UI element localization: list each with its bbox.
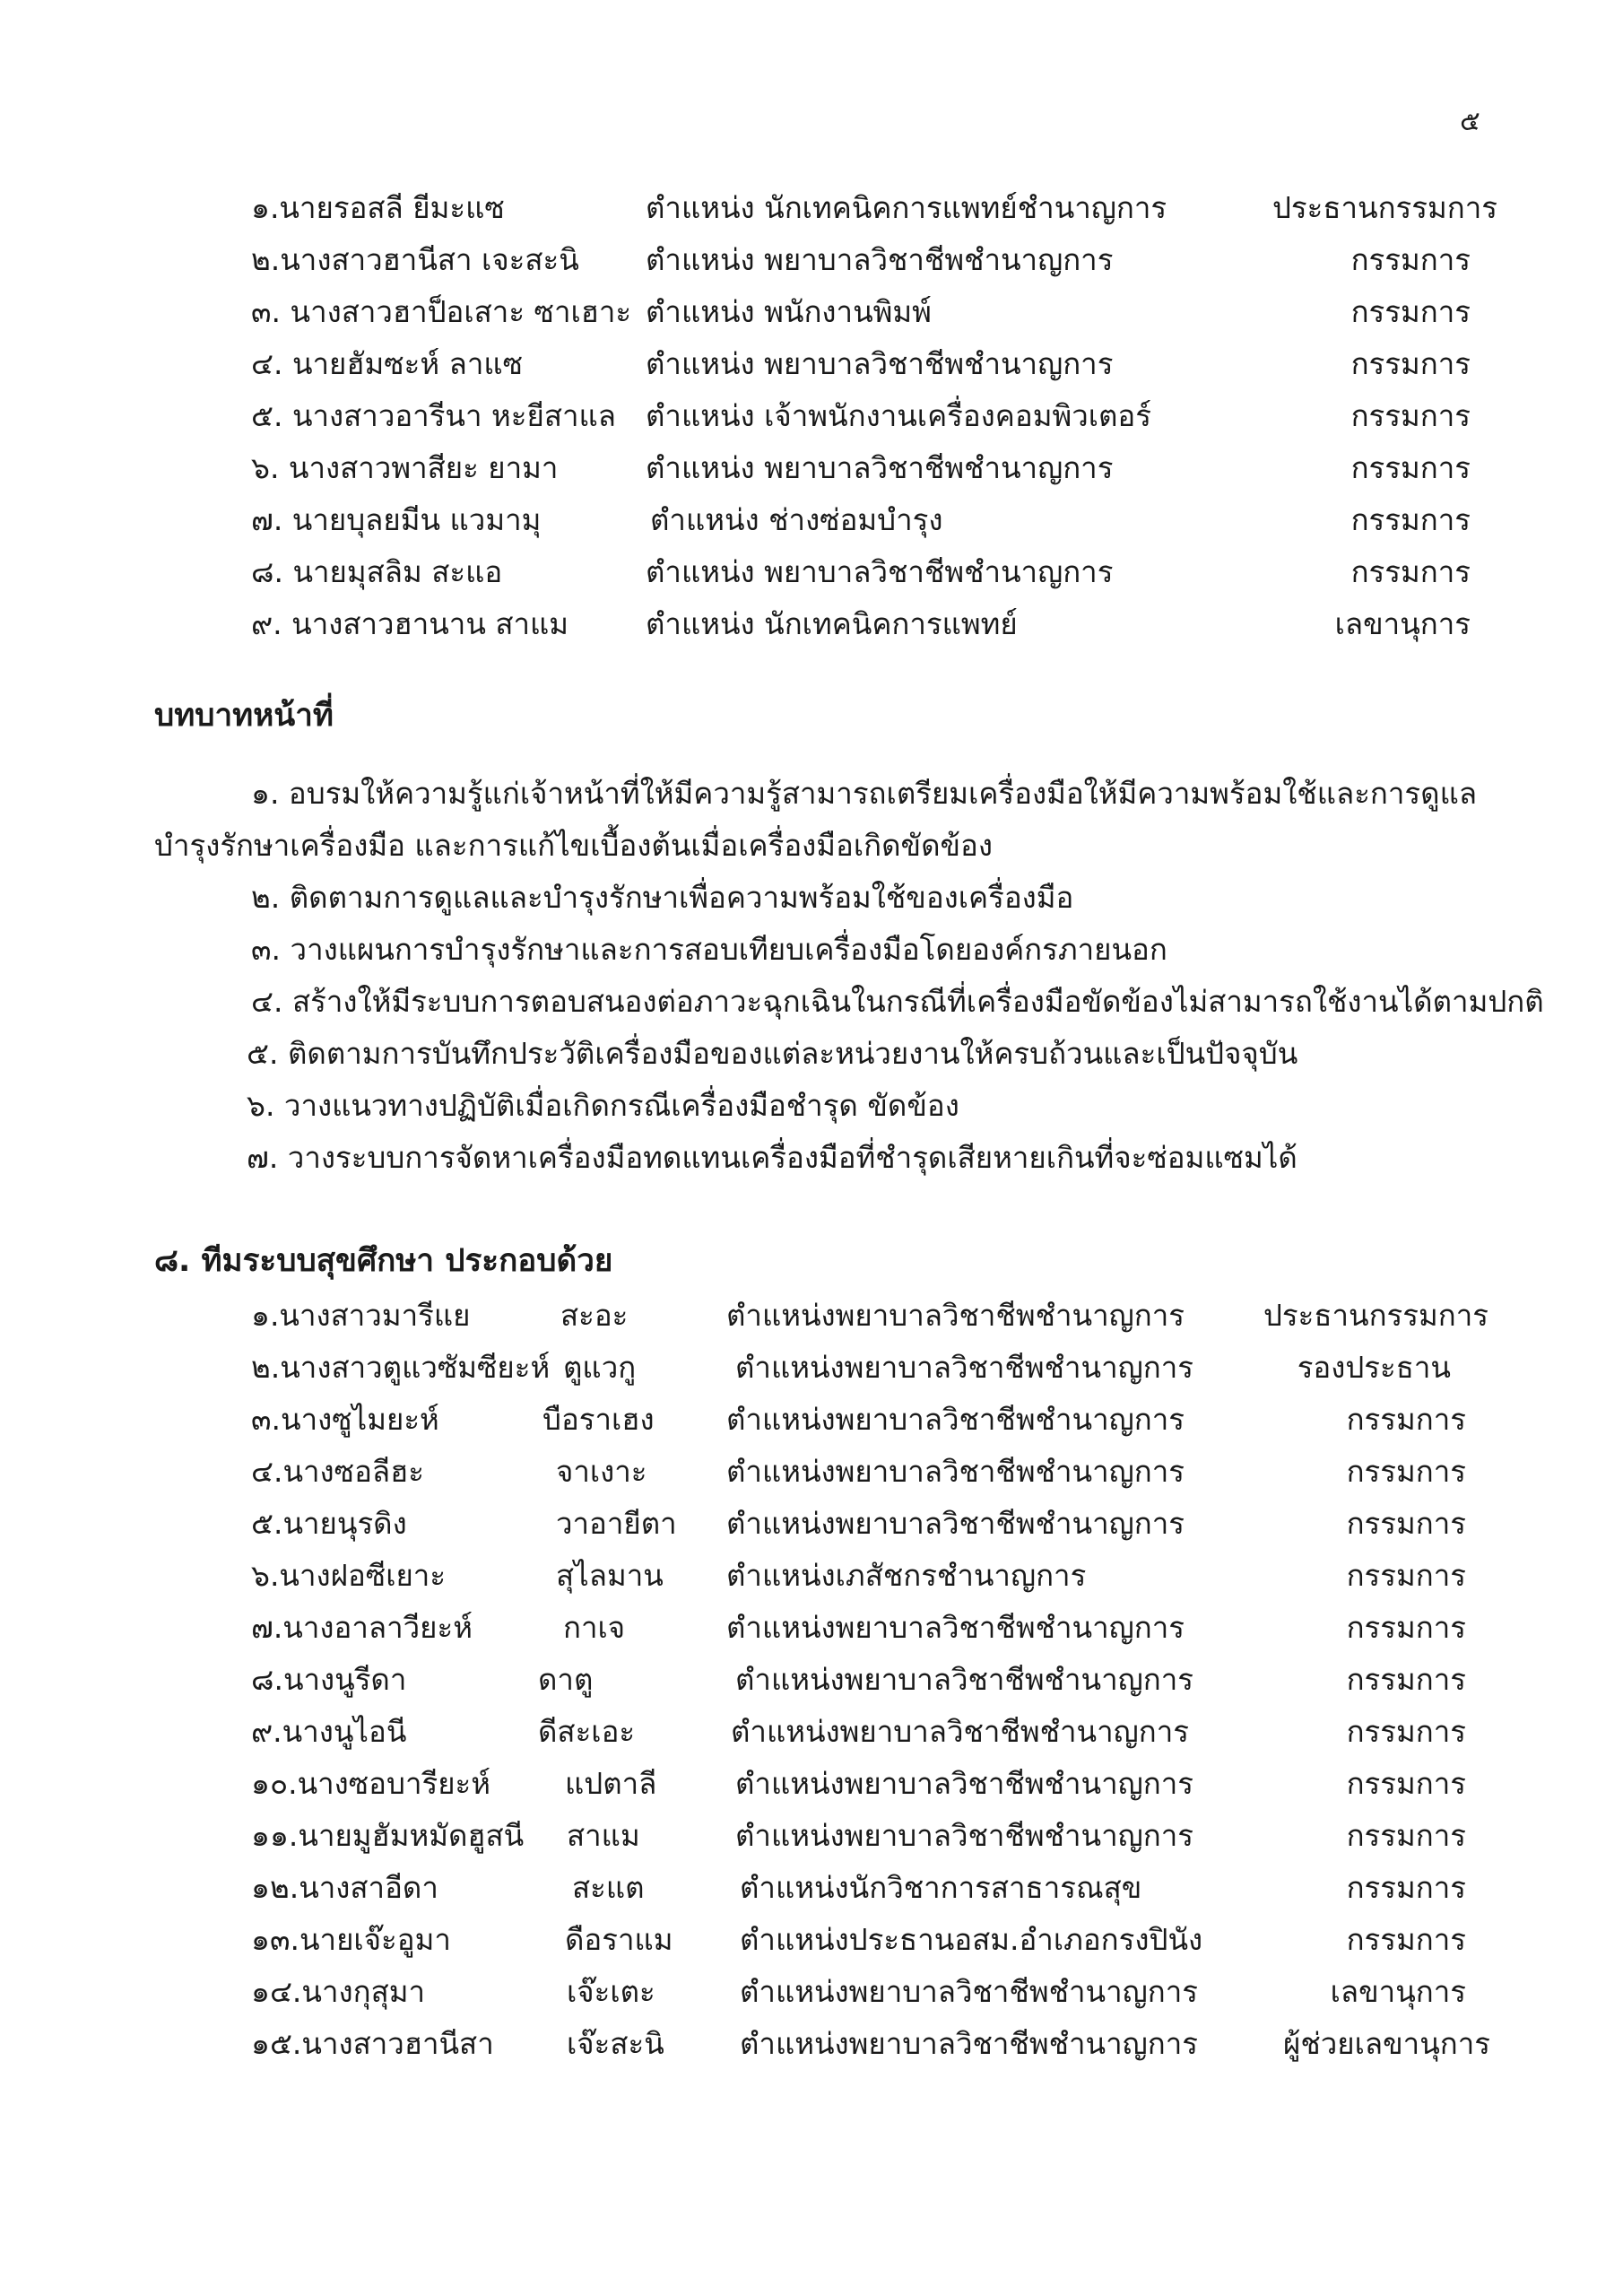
member-name: ๙. นางสาวฮานาน สาแม — [251, 606, 569, 641]
member-name: ๖.นางฝอซีเยาะ — [251, 1558, 447, 1593]
member-position: ตำแหน่งพยาบาลวิชาชีพชำนาญการ — [740, 2026, 1198, 2061]
member-role: กรรมการ — [1350, 502, 1471, 537]
member-role: กรรมการ — [1346, 1506, 1466, 1541]
list-item — [0, 236, 1471, 281]
member-role: กรรมการ — [1346, 1610, 1466, 1645]
team8-heading: ๘. ทีมระบบสุขศึกษา ประกอบด้วย — [154, 1243, 613, 1279]
member-role: ประธานกรรมการ — [1271, 190, 1497, 225]
member-name: ๗. นายบุลยมีน แวมามุ — [251, 502, 542, 537]
member-position: ตำแหน่งพยาบาลวิชาชีพชำนาญการ — [735, 1662, 1193, 1697]
duty-item: ๕. ติดตามการบันทึกประวัติเครื่องมือของแต่ละหน่วยงานให้ครบถ้วนและเป็นปัจจุบัน — [247, 1036, 1298, 1071]
member-role: ประธานกรรมการ — [1263, 1298, 1488, 1333]
member-position: ตำแหน่งพยาบาลวิชาชีพชำนาญการ — [740, 1974, 1198, 2009]
member-position: ตำแหน่ง เจ้าพนักงานเครื่องคอมพิวเตอร์ — [646, 398, 1151, 433]
member-position: ตำแหน่งพยาบาลวิชาชีพชำนาญการ — [735, 1766, 1193, 1801]
member-name: ๕. นางสาวอารีนา หะยีสาแล — [251, 398, 616, 433]
member-role: กรรมการ — [1346, 1662, 1466, 1697]
duty-item: ๔. สร้างให้มีระบบการตอบสนองต่อภาวะฉุกเฉินในกรณีที่เครื่องมือขัดข้องไม่สามารถใช้งานได้ตามปกติ — [251, 984, 1544, 1019]
list-item — [0, 548, 1471, 593]
page-number: ๕ — [1460, 106, 1480, 137]
duty-item: ๑. อบรมให้ความรู้แก่เจ้าหน้าที่ให้มีความรู้สามารถเตรียมเครื่องมือให้มีความพร้อมใช้และการดูแล — [251, 776, 1478, 811]
member-role: รองประธาน — [1297, 1350, 1451, 1385]
member-position: ตำแหน่ง นักเทคนิคการแพทย์ชำนาญการ — [646, 190, 1167, 225]
member-name: ๖. นางสาวพาสียะ ยามา — [251, 450, 559, 485]
duty-item: ๓. วางแผนการบำรุงรักษาและการสอบเทียบเครื่องมือโดยองค์กรภายนอก — [251, 932, 1167, 967]
table-row — [0, 1864, 1466, 1909]
table-row — [0, 1552, 1466, 1596]
member-name: ๘. นายมุสลิม สะแอ — [251, 554, 503, 589]
member-surname: สะแต — [572, 1870, 645, 1905]
member-surname: เจ๊ะสะนิ — [567, 2026, 664, 2061]
list-item — [0, 288, 1471, 333]
member-role: กรรมการ — [1346, 1402, 1466, 1437]
member-surname: จาเงาะ — [556, 1454, 647, 1489]
member-name: ๔. นายฮัมซะห์ ลาแซ — [251, 346, 524, 381]
member-position: ตำแหน่ง พยาบาลวิชาชีพชำนาญการ — [646, 554, 1114, 589]
duty-item: ๗. วางระบบการจัดหาเครื่องมือทดแทนเครื่องมือที่ชำรุดเสียหายเกินที่จะซ่อมแซมได้ — [247, 1140, 1298, 1175]
member-surname: บือราเฮง — [542, 1402, 655, 1437]
member-role: กรรมการ — [1350, 294, 1471, 329]
member-role: เลขานุการ — [1334, 606, 1471, 641]
member-role: กรรมการ — [1346, 1870, 1466, 1905]
member-surname: วาอายีตา — [556, 1506, 677, 1541]
member-role: กรรมการ — [1350, 242, 1471, 277]
table-row — [0, 1812, 1466, 1857]
list-item — [0, 392, 1471, 437]
table-row — [0, 2020, 1490, 2065]
member-role: กรรมการ — [1346, 1922, 1466, 1957]
member-position: ตำแหน่ง พยาบาลวิชาชีพชำนาญการ — [646, 450, 1114, 485]
duty-item: ๖. วางแนวทางปฏิบัติเมื่อเกิดกรณีเครื่องมือชำรุด ขัดข้อง — [247, 1088, 959, 1123]
duty-item: บำรุงรักษาเครื่องมือ และการแก้ไขเบื้องต้นเมื่อเครื่องมือเกิดขัดข้อง — [154, 828, 993, 863]
table-row — [0, 1916, 1466, 1961]
table-row — [0, 1604, 1466, 1648]
member-position: ตำแหน่งพยาบาลวิชาชีพชำนาญการ — [735, 1818, 1193, 1853]
member-position: ตำแหน่ง พยาบาลวิชาชีพชำนาญการ — [646, 346, 1114, 381]
member-surname: ดือราแม — [565, 1922, 673, 1957]
member-role: กรรมการ — [1346, 1714, 1466, 1749]
table-row — [0, 1656, 1466, 1700]
member-role: กรรมการ — [1346, 1766, 1466, 1801]
member-name: ๑.นางสาวมารีแย — [251, 1298, 471, 1333]
member-position: ตำแหน่งนักวิชาการสาธารณสุข — [740, 1870, 1142, 1905]
member-name: ๕.นายนุรดิง — [251, 1506, 407, 1541]
list-item — [0, 444, 1471, 489]
member-name: ๓. นางสาวฮาป็อเสาะ ซาเฮาะ — [251, 294, 632, 329]
member-role: กรรมการ — [1350, 346, 1471, 381]
member-name: ๗.นางอาลาวียะห์ — [251, 1610, 473, 1645]
member-role: กรรมการ — [1346, 1454, 1466, 1489]
member-name: ๑๐.นางซอบารียะห์ — [251, 1766, 491, 1801]
member-role: กรรมการ — [1346, 1818, 1466, 1853]
member-position: ตำแหน่งพยาบาลวิชาชีพชำนาญการ — [726, 1402, 1185, 1437]
member-name: ๑๓.นายเจ๊ะอูมา — [251, 1922, 451, 1957]
member-position: ตำแหน่ง นักเทคนิคการแพทย์ — [646, 606, 1018, 641]
member-name: ๑.นายรอสลี ยีมะแซ — [251, 190, 505, 225]
member-role: กรรมการ — [1346, 1558, 1466, 1593]
member-name: ๘.นางนูรีดา — [251, 1662, 407, 1697]
member-position: ตำแหน่งเภสัชกรชำนาญการ — [726, 1558, 1087, 1593]
member-name: ๑๑.นายมูฮัมหมัดฮูสนี — [251, 1818, 525, 1853]
table-row — [0, 1760, 1466, 1805]
member-name: ๑๕.นางสาวฮานีสา — [251, 2026, 494, 2061]
table-row — [0, 1344, 1451, 1388]
member-surname: ดีสะเอะ — [538, 1714, 636, 1749]
table-row — [0, 1708, 1466, 1752]
duties-heading: บทบาทหน้าที่ — [154, 698, 334, 734]
table-row — [0, 1396, 1466, 1440]
list-item — [0, 184, 1497, 229]
member-surname: ตูแวกู — [563, 1350, 637, 1385]
member-name: ๔.นางซอลีฮะ — [251, 1454, 424, 1489]
member-name: ๙.นางนูไอนี — [251, 1714, 407, 1749]
member-name: ๒.นางสาวตูแวซัมซียะห์ — [251, 1350, 551, 1385]
list-item — [0, 600, 1471, 645]
member-role: ผู้ช่วยเลขานุการ — [1283, 2026, 1490, 2061]
member-name: ๒.นางสาวฮานีสา เจะสะนิ — [251, 242, 579, 277]
member-surname: กาเจ — [563, 1610, 626, 1645]
member-surname: ดาตู — [538, 1662, 594, 1697]
member-name: ๓.นางซูไมยะห์ — [251, 1402, 439, 1437]
member-surname: เจ๊ะเตะ — [567, 1974, 655, 2009]
member-position: ตำแหน่งพยาบาลวิชาชีพชำนาญการ — [731, 1714, 1189, 1749]
member-position: ตำแหน่ง พนักงานพิมพ์ — [646, 294, 932, 329]
member-name: ๑๔.นางกุสุมา — [251, 1974, 426, 2009]
table-row — [0, 1968, 1466, 2013]
member-surname: สาแม — [567, 1818, 640, 1853]
member-role: เลขานุการ — [1330, 1974, 1466, 2009]
member-role: กรรมการ — [1350, 398, 1471, 433]
member-name: ๑๒.นางสาอีดา — [251, 1870, 438, 1905]
member-position: ตำแหน่ง พยาบาลวิชาชีพชำนาญการ — [646, 242, 1114, 277]
member-position: ตำแหน่งพยาบาลวิชาชีพชำนาญการ — [726, 1610, 1185, 1645]
duty-item: ๒. ติดตามการดูแลและบำรุงรักษาเพื่อความพร้อมใช้ของเครื่องมือ — [251, 880, 1074, 915]
member-surname: สุไลมาน — [556, 1558, 664, 1593]
list-item — [0, 340, 1471, 385]
member-position: ตำแหน่งพยาบาลวิชาชีพชำนาญการ — [735, 1350, 1193, 1385]
member-position: ตำแหน่งพยาบาลวิชาชีพชำนาญการ — [726, 1506, 1185, 1541]
list-item — [0, 496, 1471, 541]
member-surname: สะอะ — [560, 1298, 629, 1333]
member-role: กรรมการ — [1350, 554, 1471, 589]
member-position: ตำแหน่งประธานอสม.อำเภอกรงปินัง — [740, 1922, 1203, 1957]
member-position: ตำแหน่งพยาบาลวิชาชีพชำนาญการ — [726, 1454, 1185, 1489]
member-role: กรรมการ — [1350, 450, 1471, 485]
member-surname: แปตาลี — [565, 1766, 657, 1801]
table-row — [0, 1500, 1466, 1544]
member-position: ตำแหน่ง ช่างซ่อมบำรุง — [650, 502, 943, 537]
member-position: ตำแหน่งพยาบาลวิชาชีพชำนาญการ — [726, 1298, 1185, 1333]
table-row — [0, 1292, 1488, 1336]
table-row — [0, 1448, 1466, 1492]
